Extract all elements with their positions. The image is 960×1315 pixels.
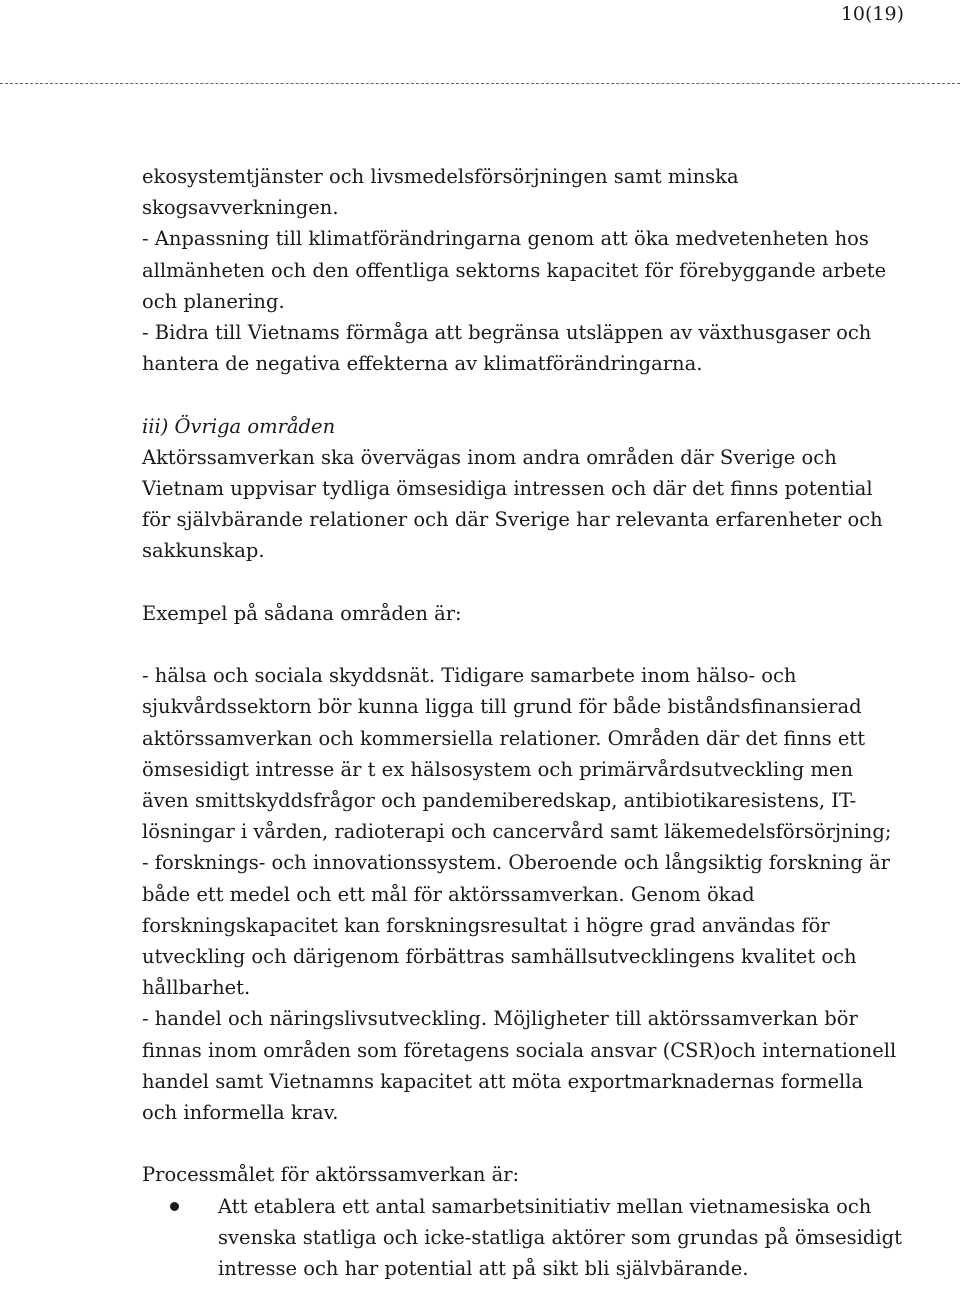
list-item: - handel och näringslivsutveckling. Möjligheter till aktörssamverkan bör finnas inom områden som företagens sociala ansvar (CSR)och internationell handel samt Vietnamns kapacitet att möta exportmarknadernas formella och informella krav. bbox=[142, 1007, 897, 1125]
list-item: - hälsa och sociala skyddsnät. Tidigare samarbete inom hälso- och sjukvårdssektorn bör kunna ligga till grund för både biståndsfinansierad aktörssamverkan och kommersiella relationer. Områden där det finns ett ömsesidigt intresse är t ex hälsosystem och primärvårdsutveckling men även smittskyddsfrågor och pandemiberedskap, antibiotikaresistens, IT-lösningar i vården, radioterapi och cancervård samt läkemedelsförsörjning; bbox=[142, 664, 892, 844]
process-goals-list bbox=[142, 1191, 902, 1285]
header-divider bbox=[0, 83, 960, 84]
list-item: - forsknings- och innovationssystem. Oberoende och långsiktig forskning är både ett medel och ett mål för aktörssamverkan. Genom ökad forskningskapacitet kan forskningsresultat i högre grad användas för utveckling och därigenom förbättras samhällsutvecklingens kvalitet och hållbarhet. bbox=[142, 851, 890, 1000]
other-areas-section bbox=[142, 411, 902, 567]
paragraph: ekosystemtjänster och livsmedelsförsörjningen samt minska skogsavverkningen. bbox=[142, 165, 739, 220]
spacer bbox=[142, 379, 902, 410]
examples-intro: Exempel på sådana områden är: bbox=[142, 601, 462, 625]
paragraph: - Anpassning till klimatförändringarna genom att öka medvetenheten hos allmänheten och den offentliga sektorns kapacitet för förebyggande arbete och planering. bbox=[142, 227, 887, 313]
paragraph: Aktörssamverkan ska övervägas inom andra områden där Sverige och Vietnam uppvisar tydliga ömsesidiga intressen och där det finns potential för självbärande relationer och där Sverige har relevanta erfarenheter och sakkunskap. bbox=[142, 445, 883, 563]
process-goals-intro: Processmålet för aktörssamverkan är: bbox=[142, 1163, 520, 1187]
bullet-text: Att etablera ett antal samarbetsinitiativ mellan vietnamesiska och svenska statliga och icke-statliga aktörer som grundas på ömsesidigt intresse och har potential att på sikt bli självbärande. bbox=[218, 1194, 902, 1281]
climate-section bbox=[142, 161, 902, 379]
section-heading: iii) Övriga områden bbox=[142, 414, 336, 438]
page-number: 10(19) bbox=[840, 3, 904, 25]
bullet-icon bbox=[170, 1202, 179, 1211]
spacer bbox=[142, 1128, 902, 1159]
spacer bbox=[142, 567, 902, 598]
document-body bbox=[142, 161, 902, 1284]
paragraph: - Bidra till Vietnams förmåga att begränsa utsläppen av växthusgaser och hantera de negativa effekterna av klimatförändringarna. bbox=[142, 321, 872, 376]
examples-list bbox=[142, 660, 902, 1128]
bullet-item bbox=[142, 1191, 902, 1285]
spacer bbox=[142, 629, 902, 660]
